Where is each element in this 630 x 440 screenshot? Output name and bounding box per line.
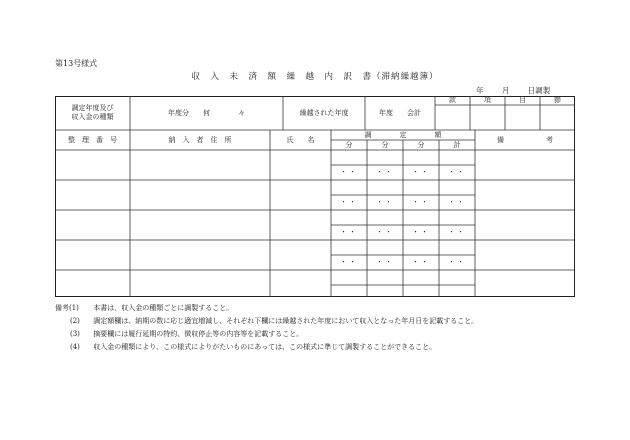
row-2-amount-1: ・・ bbox=[340, 198, 358, 206]
date-day: 日調製 bbox=[527, 86, 551, 95]
budget-section-kou: 項 bbox=[484, 96, 491, 105]
amount-subcol-3: 分 bbox=[417, 140, 425, 149]
note-text: 収入金の種類により、この様式によりがたいものにあっては、この様式に準じて調製することができること。 bbox=[93, 343, 437, 351]
note-item-3 bbox=[55, 328, 478, 341]
row-2-amount-2: ・・ bbox=[376, 198, 394, 206]
note-item-4 bbox=[55, 341, 478, 354]
budget-section-kan: 款 bbox=[449, 96, 456, 105]
row-4-amount-1: ・・ bbox=[340, 258, 358, 266]
year-account-label: 年度 会計 bbox=[379, 108, 421, 117]
row-3-amount-2: ・・ bbox=[376, 228, 394, 236]
note-item-1 bbox=[55, 302, 478, 315]
row-2-amount-3: ・・ bbox=[412, 198, 430, 206]
serial-number-header: 整 理 番 号 bbox=[68, 135, 117, 144]
note-text: 調定額欄は、納期の数に応じ適宜増減し、それぞれ下欄には繰越された年度において収入となった年月日を記載すること。 bbox=[93, 317, 479, 325]
amount-subcol-total: 計 bbox=[453, 140, 461, 149]
remarks-notes bbox=[55, 302, 478, 354]
row-4-amount-2: ・・ bbox=[376, 258, 394, 266]
row-2-amount-total: ・・ bbox=[448, 198, 466, 206]
row-1-amount-1: ・・ bbox=[340, 168, 358, 176]
date-month: 月 bbox=[501, 86, 510, 95]
row-1-amount-3: ・・ bbox=[412, 168, 430, 176]
fiscal-year-kind-label: 調定年度及び 収入金の種類 bbox=[71, 104, 114, 121]
row-4-amount-total: ・・ bbox=[448, 258, 466, 266]
amount-subcol-1: 分 bbox=[345, 140, 353, 149]
date-year: 年 bbox=[476, 86, 484, 95]
assessed-amount-header: 調 定 額 bbox=[364, 130, 442, 139]
payer-address-header: 納 入 者 住 所 bbox=[168, 135, 232, 144]
note-number: (4) bbox=[70, 343, 80, 351]
form-number: 第13号様式 bbox=[55, 59, 98, 68]
budget-section-moku: 目 bbox=[519, 96, 526, 105]
year-portion-label: 年度分 何 々 bbox=[168, 108, 245, 117]
preparation-date-line bbox=[476, 85, 550, 96]
budget-section-setsu: 節 bbox=[554, 96, 561, 105]
note-text: 本書は、収入金の種類ごとに調製すること。 bbox=[93, 304, 234, 312]
note-item-2 bbox=[55, 315, 478, 328]
document-title: 収 入 未 済 額 繰 越 内 訳 書（滞納繰越簿） bbox=[191, 72, 439, 82]
name-header: 氏 名 bbox=[286, 135, 315, 144]
row-3-amount-total: ・・ bbox=[448, 228, 466, 236]
row-4-amount-3: ・・ bbox=[412, 258, 430, 266]
note-text: 摘要欄には履行延期の特約、徴収停止等の内容等を記載すること。 bbox=[93, 330, 304, 338]
note-number: (3) bbox=[70, 330, 80, 338]
note-number: (1) bbox=[69, 304, 79, 312]
row-3-amount-1: ・・ bbox=[340, 228, 358, 236]
remarks-header: 備 考 bbox=[497, 135, 553, 144]
row-3-amount-3: ・・ bbox=[412, 228, 430, 236]
note-number: (2) bbox=[70, 317, 80, 325]
carried-year-label: 繰越された年度 bbox=[299, 108, 349, 117]
notes-label: 備考 bbox=[55, 304, 69, 312]
amount-subcol-2: 分 bbox=[381, 140, 389, 149]
row-1-amount-total: ・・ bbox=[448, 168, 466, 176]
row-1-amount-2: ・・ bbox=[376, 168, 394, 176]
